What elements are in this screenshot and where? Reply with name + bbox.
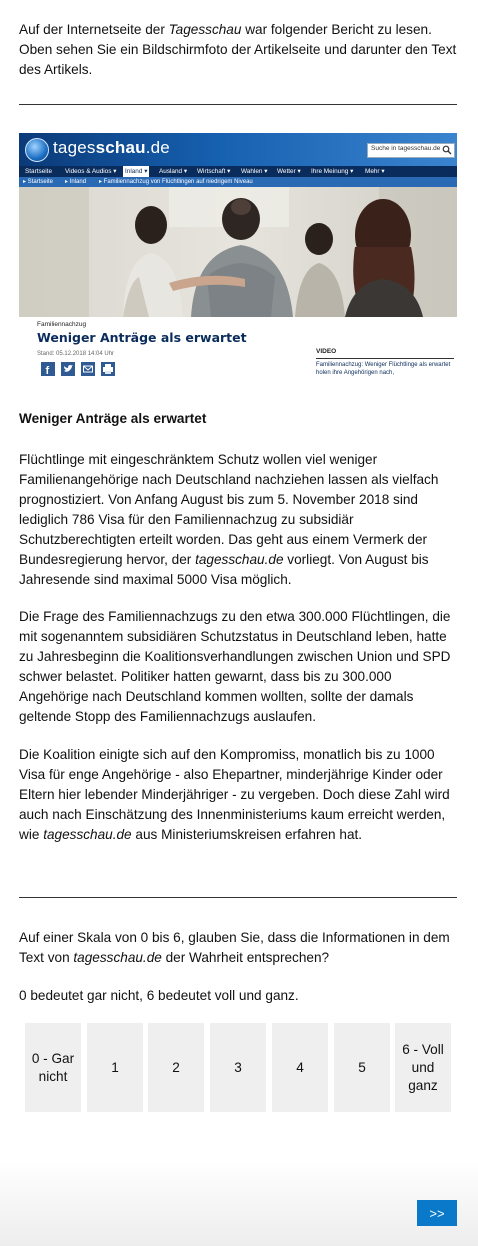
- screenshot-kicker: Familiennachzug: [37, 321, 87, 328]
- article-photo: [19, 187, 457, 317]
- search-icon: [442, 145, 452, 155]
- screenshot-nav-item: Wirtschaft ▾: [197, 168, 231, 175]
- svg-text:f: f: [45, 365, 50, 376]
- scale-option-0[interactable]: 0 - Gar nicht: [25, 1023, 81, 1112]
- screenshot-nav-item: Startseite: [25, 168, 52, 175]
- twitter-icon: [61, 362, 75, 376]
- tagesschau-logo-icon: [25, 138, 49, 162]
- article-paragraph-3: Die Koalition einigte sich auf den Kompromiss, monatlich bis zu 1000 Visa für enge Angehörige - also Ehepartner, minderjährige Kinder oder Eltern hier lebender Minderjähriger - zu vergeben. Doch diese Zahl wird auch nach Einschätzung des Innenministeriums kaum erreicht werden, wie tagesschau.de aus Ministeriumskreisen erfahren hat.: [19, 747, 450, 842]
- tagesschau-logo-text: tagesschau.de: [53, 138, 170, 157]
- screenshot-video-text: Familiennachzug: Weniger Flüchtlinge als erwartet holen ihre Angehörigen nach,: [316, 362, 451, 376]
- screenshot-search-box: [367, 143, 455, 158]
- divider-bottom: [19, 897, 457, 898]
- screenshot-search-placeholder: Suche in tagesschau.de: [371, 145, 441, 152]
- scale-hint: 0 bedeutet gar nicht, 6 bedeutet voll und ganz.: [19, 988, 299, 1003]
- screenshot-breadcrumb-item: ▸ Startseite: [23, 179, 54, 185]
- screenshot-nav-item-active: Inland ▾: [125, 168, 148, 175]
- mail-icon: [81, 362, 95, 376]
- footer-area: [0, 1160, 478, 1246]
- scale-option-5[interactable]: 5: [334, 1023, 390, 1112]
- screenshot-title: Weniger Anträge als erwartet: [37, 330, 247, 345]
- screenshot-date: Stand: 05.12.2018 14:04 Uhr: [37, 351, 115, 357]
- facebook-icon: [41, 362, 55, 376]
- article-paragraph-2: Die Frage des Familiennachzugs zu den etwa 300.000 Flüchtlingen, die mit sogenanntem subsidiären Schutzstatus in Deutschland leben, hatte zu Jahresbeginn die Koalitionsverhandlungen zwischen Union und SPD schwer belastet. Politiker hatten gewarnt, dass bis zu 300.000 Angehörige nach Deutschland kommen wollten, sollte der damals geltende Stopp des Familiennachzugs auslaufen.: [19, 609, 451, 724]
- scale-option-3[interactable]: 3: [210, 1023, 266, 1112]
- screenshot-nav-item: Ihre Meinung ▾: [311, 168, 354, 175]
- print-icon: [101, 362, 115, 376]
- screenshot-breadcrumb-item: ▸ Inland: [65, 179, 87, 185]
- divider-top: [19, 104, 457, 105]
- scale-option-2[interactable]: 2: [148, 1023, 204, 1112]
- screenshot-nav-item: Wahlen ▾: [241, 168, 268, 175]
- intro-text: Auf der Internetseite der Tagesschau war folgender Bericht zu lesen. Oben sehen Sie ein Bildschirmfoto der Artikelseite und darunter den Text des Artikels.: [19, 22, 457, 77]
- scale-option-1[interactable]: 1: [87, 1023, 143, 1112]
- screenshot-nav-item: Videos & Audios ▾: [65, 168, 117, 175]
- article-headline: Weniger Anträge als erwartet: [19, 411, 207, 426]
- screenshot-video-divider: [316, 358, 454, 359]
- scale-option-4[interactable]: 4: [272, 1023, 328, 1112]
- question-text: Auf einer Skala von 0 bis 6, glauben Sie, dass die Informationen in dem Text von tagesschau.de der Wahrheit entsprechen?: [19, 930, 450, 965]
- scale-option-6[interactable]: 6 - Voll und ganz: [395, 1023, 451, 1112]
- screenshot-video-label: VIDEO: [316, 348, 337, 355]
- tagesschau-header: [19, 133, 457, 166]
- screenshot-breadcrumb: [19, 177, 457, 187]
- screenshot-nav-item: Mehr ▾: [365, 168, 385, 175]
- screenshot-nav-item: Ausland ▾: [159, 168, 188, 175]
- screenshot-nav: [19, 166, 457, 177]
- article-screenshot: [19, 133, 457, 383]
- screenshot-breadcrumb-item: ▸ Familiennachzug von Flüchtlingen auf niedrigem Niveau: [99, 179, 253, 185]
- article-paragraph-1: Flüchtlinge mit eingeschränktem Schutz wollen viel weniger Familienangehörige nach Deutschland nachziehen lassen als vielfach prognostiziert. Von Anfang August bis zum 5. November 2018 sind lediglich 786 Visa für den Familiennachzug zu subsidiär Schutzberechtigten erteilt worden. Das geht aus einem Vermerk der Bundesregierung hervor, der tagesschau.de vorliegt. Von August bis Jahresende sind maximal 5000 Visa möglich.: [19, 452, 439, 587]
- screenshot-nav-item: Wetter ▾: [277, 168, 301, 175]
- screenshot-article-header: [19, 317, 457, 383]
- next-button[interactable]: >>: [417, 1200, 457, 1226]
